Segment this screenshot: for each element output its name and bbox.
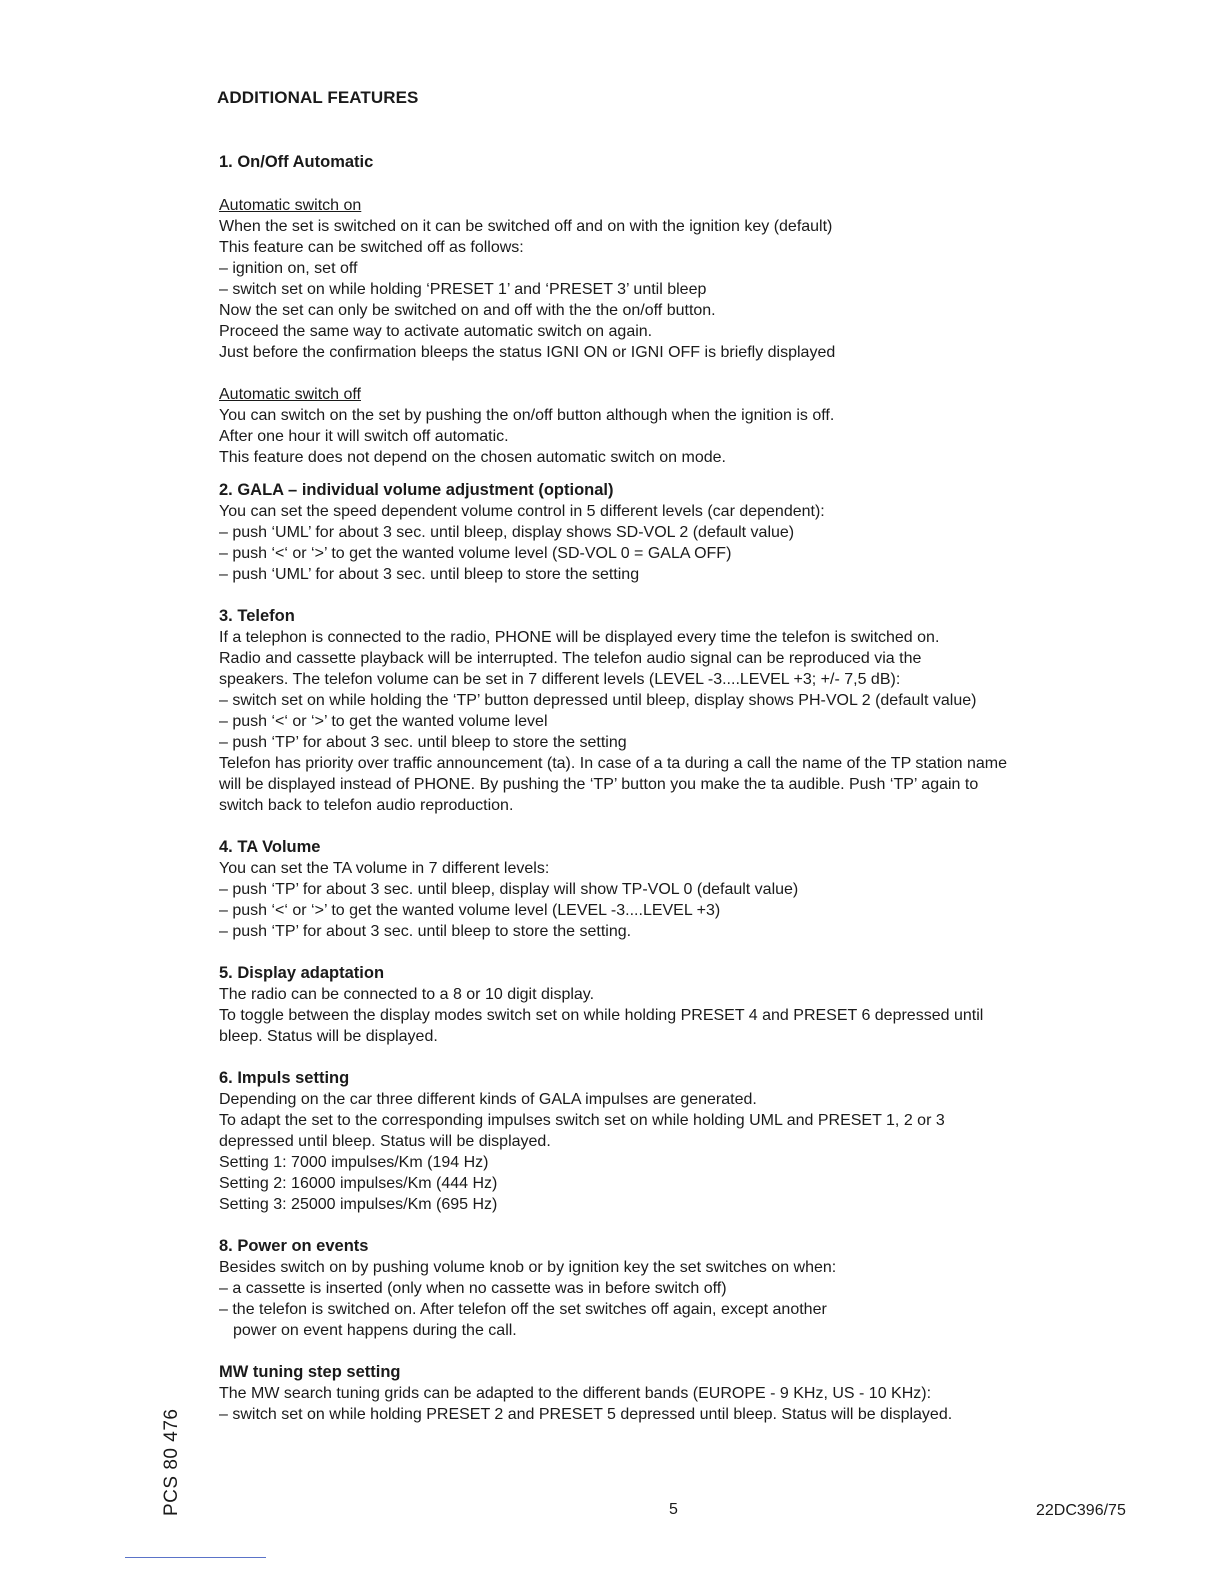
setting-line: Setting 1: 7000 impulses/Km (194 Hz) xyxy=(219,1154,489,1171)
page-number: 5 xyxy=(669,1501,678,1518)
text-line: This feature can be switched off as follows: xyxy=(219,239,524,256)
text-line: – push ‘<‘ or ‘>’ to get the wanted volume level (SD-VOL 0 = GALA OFF) xyxy=(219,545,732,562)
text-line: You can switch on the set by pushing the on/off button although when the ignition is off. xyxy=(219,407,835,424)
text-line: – ignition on, set off xyxy=(219,260,358,277)
text-line: – the telefon is switched on. After telefon off the set switches off again, except another xyxy=(219,1301,827,1318)
setting-line: Setting 3: 25000 impulses/Km (695 Hz) xyxy=(219,1196,498,1213)
section-ta-volume xyxy=(219,837,1149,942)
subheading: Automatic switch off xyxy=(219,386,361,403)
text-line: Radio and cassette playback will be interrupted. The telefon audio signal can be reproduced via the xyxy=(219,650,922,667)
section-heading: 5. Display adaptation xyxy=(219,964,385,982)
text-line: power on event happens during the call. xyxy=(233,1322,517,1339)
automatic-switch-off xyxy=(219,384,1149,468)
footer-rule xyxy=(125,1557,266,1558)
section-onoff-automatic xyxy=(219,152,1149,468)
setting-line: Setting 2: 16000 impulses/Km (444 Hz) xyxy=(219,1175,498,1192)
text-line: The MW search tuning grids can be adapted to the different bands (EUROPE - 9 KHz, US - 10 KHz): xyxy=(219,1385,932,1402)
text-line: You can set the speed dependent volume control in 5 different levels (car dependent): xyxy=(219,503,825,520)
text-line: – switch set on while holding PRESET 2 and PRESET 5 depressed until bleep. Status will be displayed. xyxy=(219,1406,953,1423)
text-line: – push ‘UML’ for about 3 sec. until bleep to store the setting xyxy=(219,566,640,583)
text-line: – push ‘TP’ for about 3 sec. until bleep to store the setting xyxy=(219,734,627,751)
text-line: If a telephon is connected to the radio, PHONE will be displayed every time the telefon is switched on. xyxy=(219,629,940,646)
text-line: switch back to telefon audio reproduction. xyxy=(219,797,514,814)
text-line: This feature does not depend on the chosen automatic switch on mode. xyxy=(219,449,726,466)
section-display-adaptation xyxy=(219,963,1149,1047)
section-telefon xyxy=(219,606,1149,816)
section-heading: 8. Power on events xyxy=(219,1237,369,1255)
text-line: Proceed the same way to activate automatic switch on again. xyxy=(219,323,653,340)
text-line: – push ‘UML’ for about 3 sec. until bleep, display shows SD-VOL 2 (default value) xyxy=(219,524,795,541)
text-line: – a cassette is inserted (only when no cassette was in before switch off) xyxy=(219,1280,727,1297)
text-line: Just before the confirmation bleeps the status IGNI ON or IGNI OFF is briefly displayed xyxy=(219,344,836,361)
document-body xyxy=(219,152,1149,1425)
page-title: ADDITIONAL FEATURES xyxy=(217,88,419,107)
text-line: bleep. Status will be displayed. xyxy=(219,1028,438,1045)
text-line: To toggle between the display modes switch set on while holding PRESET 4 and PRESET 6 depressed until xyxy=(219,1007,984,1024)
text-line: Now the set can only be switched on and off with the the on/off button. xyxy=(219,302,716,319)
text-line: depressed until bleep. Status will be displayed. xyxy=(219,1133,551,1150)
text-line: After one hour it will switch off automatic. xyxy=(219,428,509,445)
section-heading: 6. Impuls setting xyxy=(219,1069,350,1087)
section-heading: 1. On/Off Automatic xyxy=(219,153,374,171)
side-document-code: PCS 80 476 xyxy=(161,1408,182,1516)
section-heading: MW tuning step setting xyxy=(219,1363,401,1381)
text-line: You can set the TA volume in 7 different levels: xyxy=(219,860,550,877)
text-line: – push ‘<‘ or ‘>’ to get the wanted volume level (LEVEL -3....LEVEL +3) xyxy=(219,902,721,919)
text-line: – switch set on while holding ‘PRESET 1’ and ‘PRESET 3’ until bleep xyxy=(219,281,707,298)
text-line: – push ‘TP’ for about 3 sec. until bleep, display will show TP-VOL 0 (default value) xyxy=(219,881,799,898)
text-line: The radio can be connected to a 8 or 10 digit display. xyxy=(219,986,595,1003)
automatic-switch-on xyxy=(219,195,1149,363)
section-gala xyxy=(219,480,1149,585)
section-heading: 2. GALA – individual volume adjustment (optional) xyxy=(219,481,614,499)
text-line: – push ‘TP’ for about 3 sec. until bleep to store the setting. xyxy=(219,923,632,940)
section-impuls-setting xyxy=(219,1068,1149,1215)
document-code: 22DC396/75 xyxy=(1036,1502,1126,1519)
section-power-on-events xyxy=(219,1236,1149,1341)
text-line: – switch set on while holding the ‘TP’ button depressed until bleep, display shows PH-VOL 2 (default value) xyxy=(219,692,977,709)
text-line: will be displayed instead of PHONE. By pushing the ‘TP’ button you make the ta audible. Push ‘TP’ again to xyxy=(219,776,979,793)
text-line: Telefon has priority over traffic announcement (ta). In case of a ta during a call the name of the TP station name xyxy=(219,755,1007,772)
section-heading: 3. Telefon xyxy=(219,607,295,625)
text-line: Besides switch on by pushing volume knob or by ignition key the set switches on when: xyxy=(219,1259,837,1276)
subheading: Automatic switch on xyxy=(219,197,362,214)
section-heading: 4. TA Volume xyxy=(219,838,321,856)
text-line: speakers. The telefon volume can be set in 7 different levels (LEVEL -3....LEVEL +3; +/- 7,5 dB): xyxy=(219,671,901,688)
text-line: – push ‘<‘ or ‘>’ to get the wanted volume level xyxy=(219,713,548,730)
section-mw-tuning xyxy=(219,1362,1149,1425)
text-line: To adapt the set to the corresponding impulses switch set on while holding UML and PRESET 1, 2 or 3 xyxy=(219,1112,945,1129)
text-line: Depending on the car three different kinds of GALA impulses are generated. xyxy=(219,1091,757,1108)
text-line: When the set is switched on it can be switched off and on with the ignition key (default) xyxy=(219,218,833,235)
